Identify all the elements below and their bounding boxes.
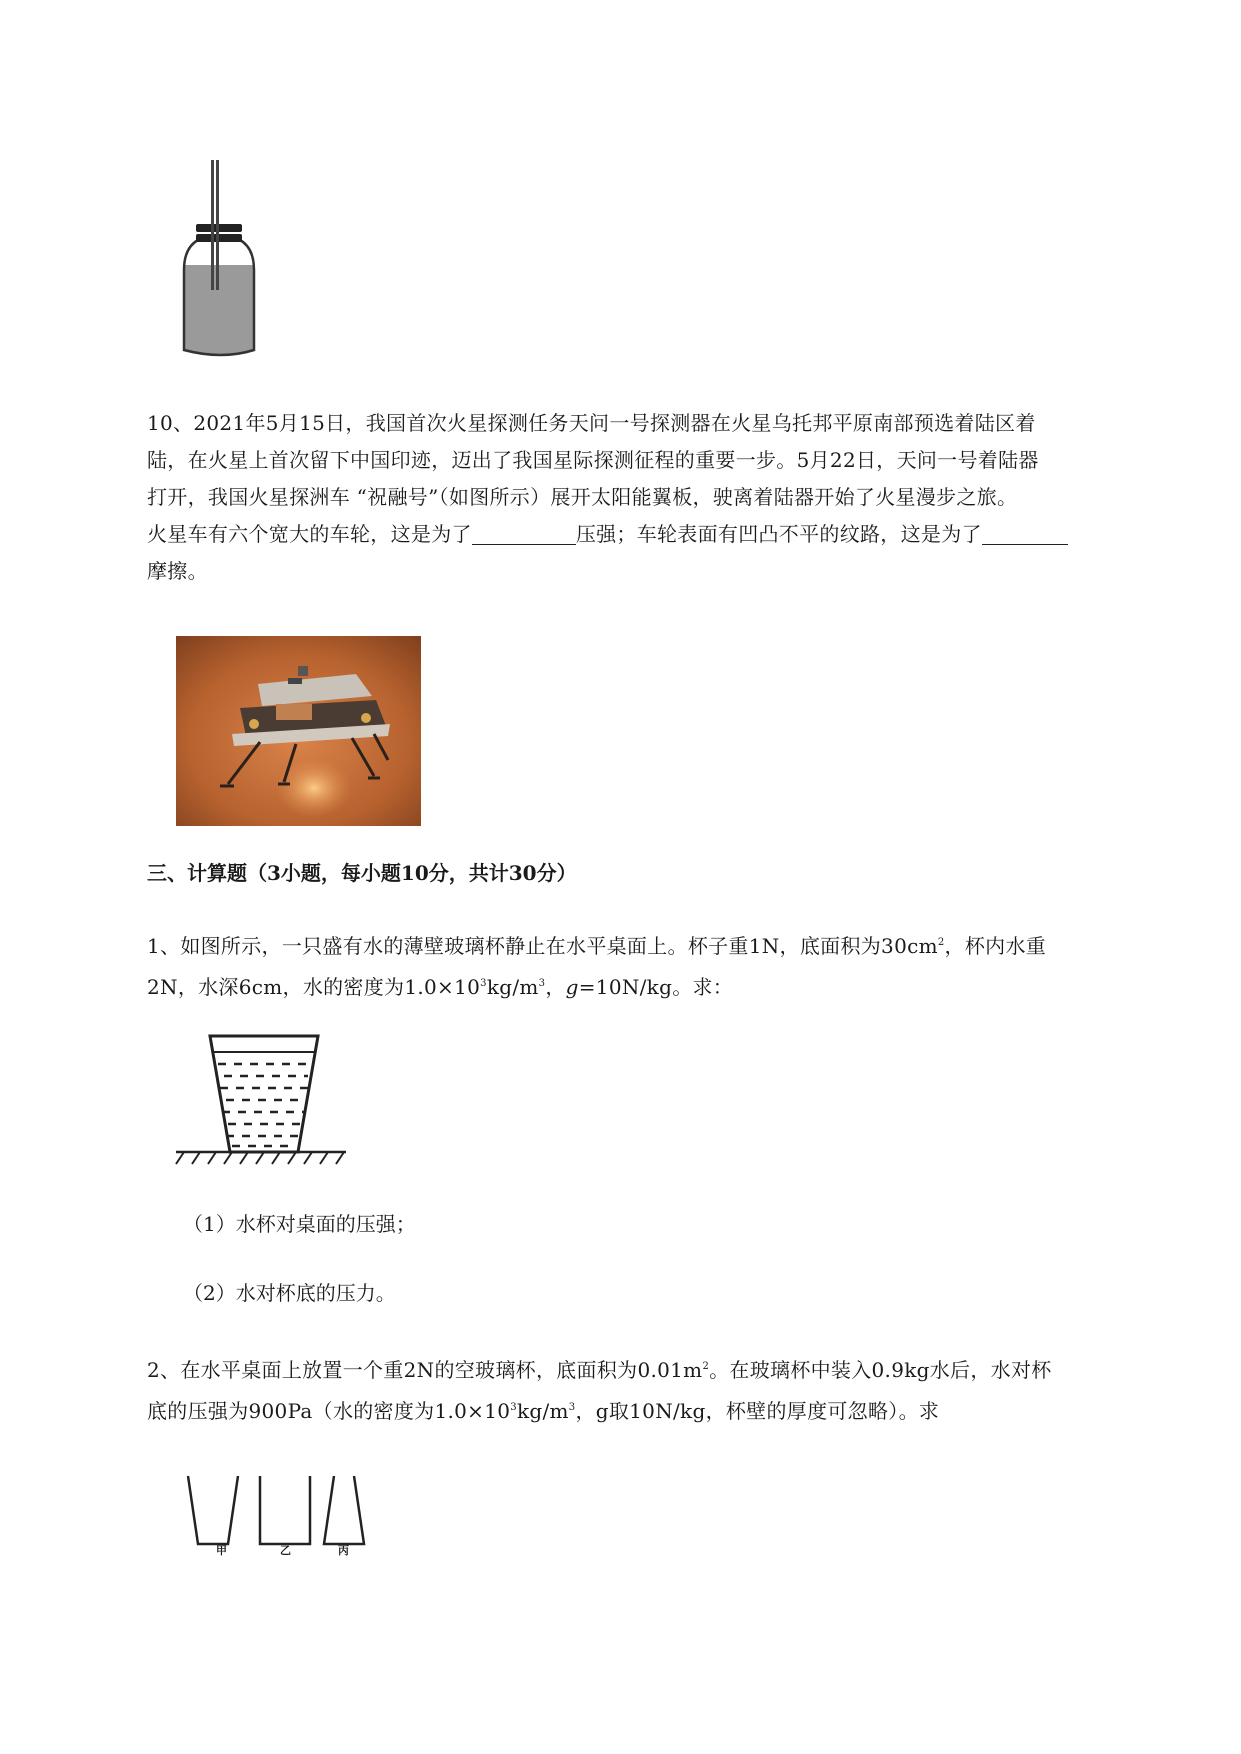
answer-blank-1[interactable] (472, 520, 576, 545)
water-cup-figure (174, 1030, 354, 1170)
q2-line-1: 2、在水平桌面上放置一个重2N的空玻璃杯，底面积为$0.01m^2$。在玻璃杯中装入0.9kg水后，水对杯 (147, 1358, 1052, 1382)
cup-label-bing: 丙 (338, 1544, 349, 1557)
q10-line-5: 摩擦。 (147, 559, 208, 583)
q10-line-4: 火星车有六个宽大的车轮，这是为了 压强；车轮表面有凹凸不平的纹路，这是为了 (147, 516, 1157, 553)
cup-label-yi: 乙 (280, 1544, 291, 1557)
q10-line-2: 陆，在火星上首次留下中国印迹，迈出了我国星际探测征程的重要一步。5月22日，天问一号着陆器 (147, 448, 1039, 472)
jar-figure (178, 160, 268, 360)
question-2 (147, 1348, 1157, 1430)
section-heading: 三、计算题（3小题，每小题10分，共计30分） (147, 861, 577, 885)
q10-line-3: 打开，我国火星探洲车 “祝融号”（如图所示）展开太阳能翼板，驶离着陆器开始了火星漫步之旅。 (147, 485, 1018, 509)
q1-subquestion-1: （1）水杯对桌面的压强； (183, 1212, 416, 1236)
three-cups-figure (184, 1474, 374, 1564)
mars-lander-photo (176, 636, 421, 826)
question-1 (147, 924, 1157, 1006)
q1-subquestion-2: （2）水对杯底的压力。 (183, 1281, 396, 1305)
q2-line-2: 底的压强为900Pa（水的密度为$1.0\times 10^3kg/m^3$，g取10N/kg，杯壁的厚度可忽略）。求 (147, 1399, 940, 1423)
answer-blank-2[interactable] (982, 520, 1068, 545)
cup-label-jia: 甲 (216, 1544, 227, 1557)
q10-line-1: 10、2021年5月15日，我国首次火星探测任务天问一号探测器在火星乌托邦平原南部预选着陆区着 (147, 411, 1036, 435)
q1-line-1: 1、如图所示，一只盛有水的薄壁玻璃杯静止在水平桌面上。杯子重1N，底面积为$30cm^2$，杯内水重 (147, 934, 1047, 958)
question-10 (147, 405, 1157, 590)
q1-line-2: 2N，水深6cm，水的密度为$1.0\times 10^3kg/m^3$，g=10N/kg。求： (147, 975, 734, 999)
